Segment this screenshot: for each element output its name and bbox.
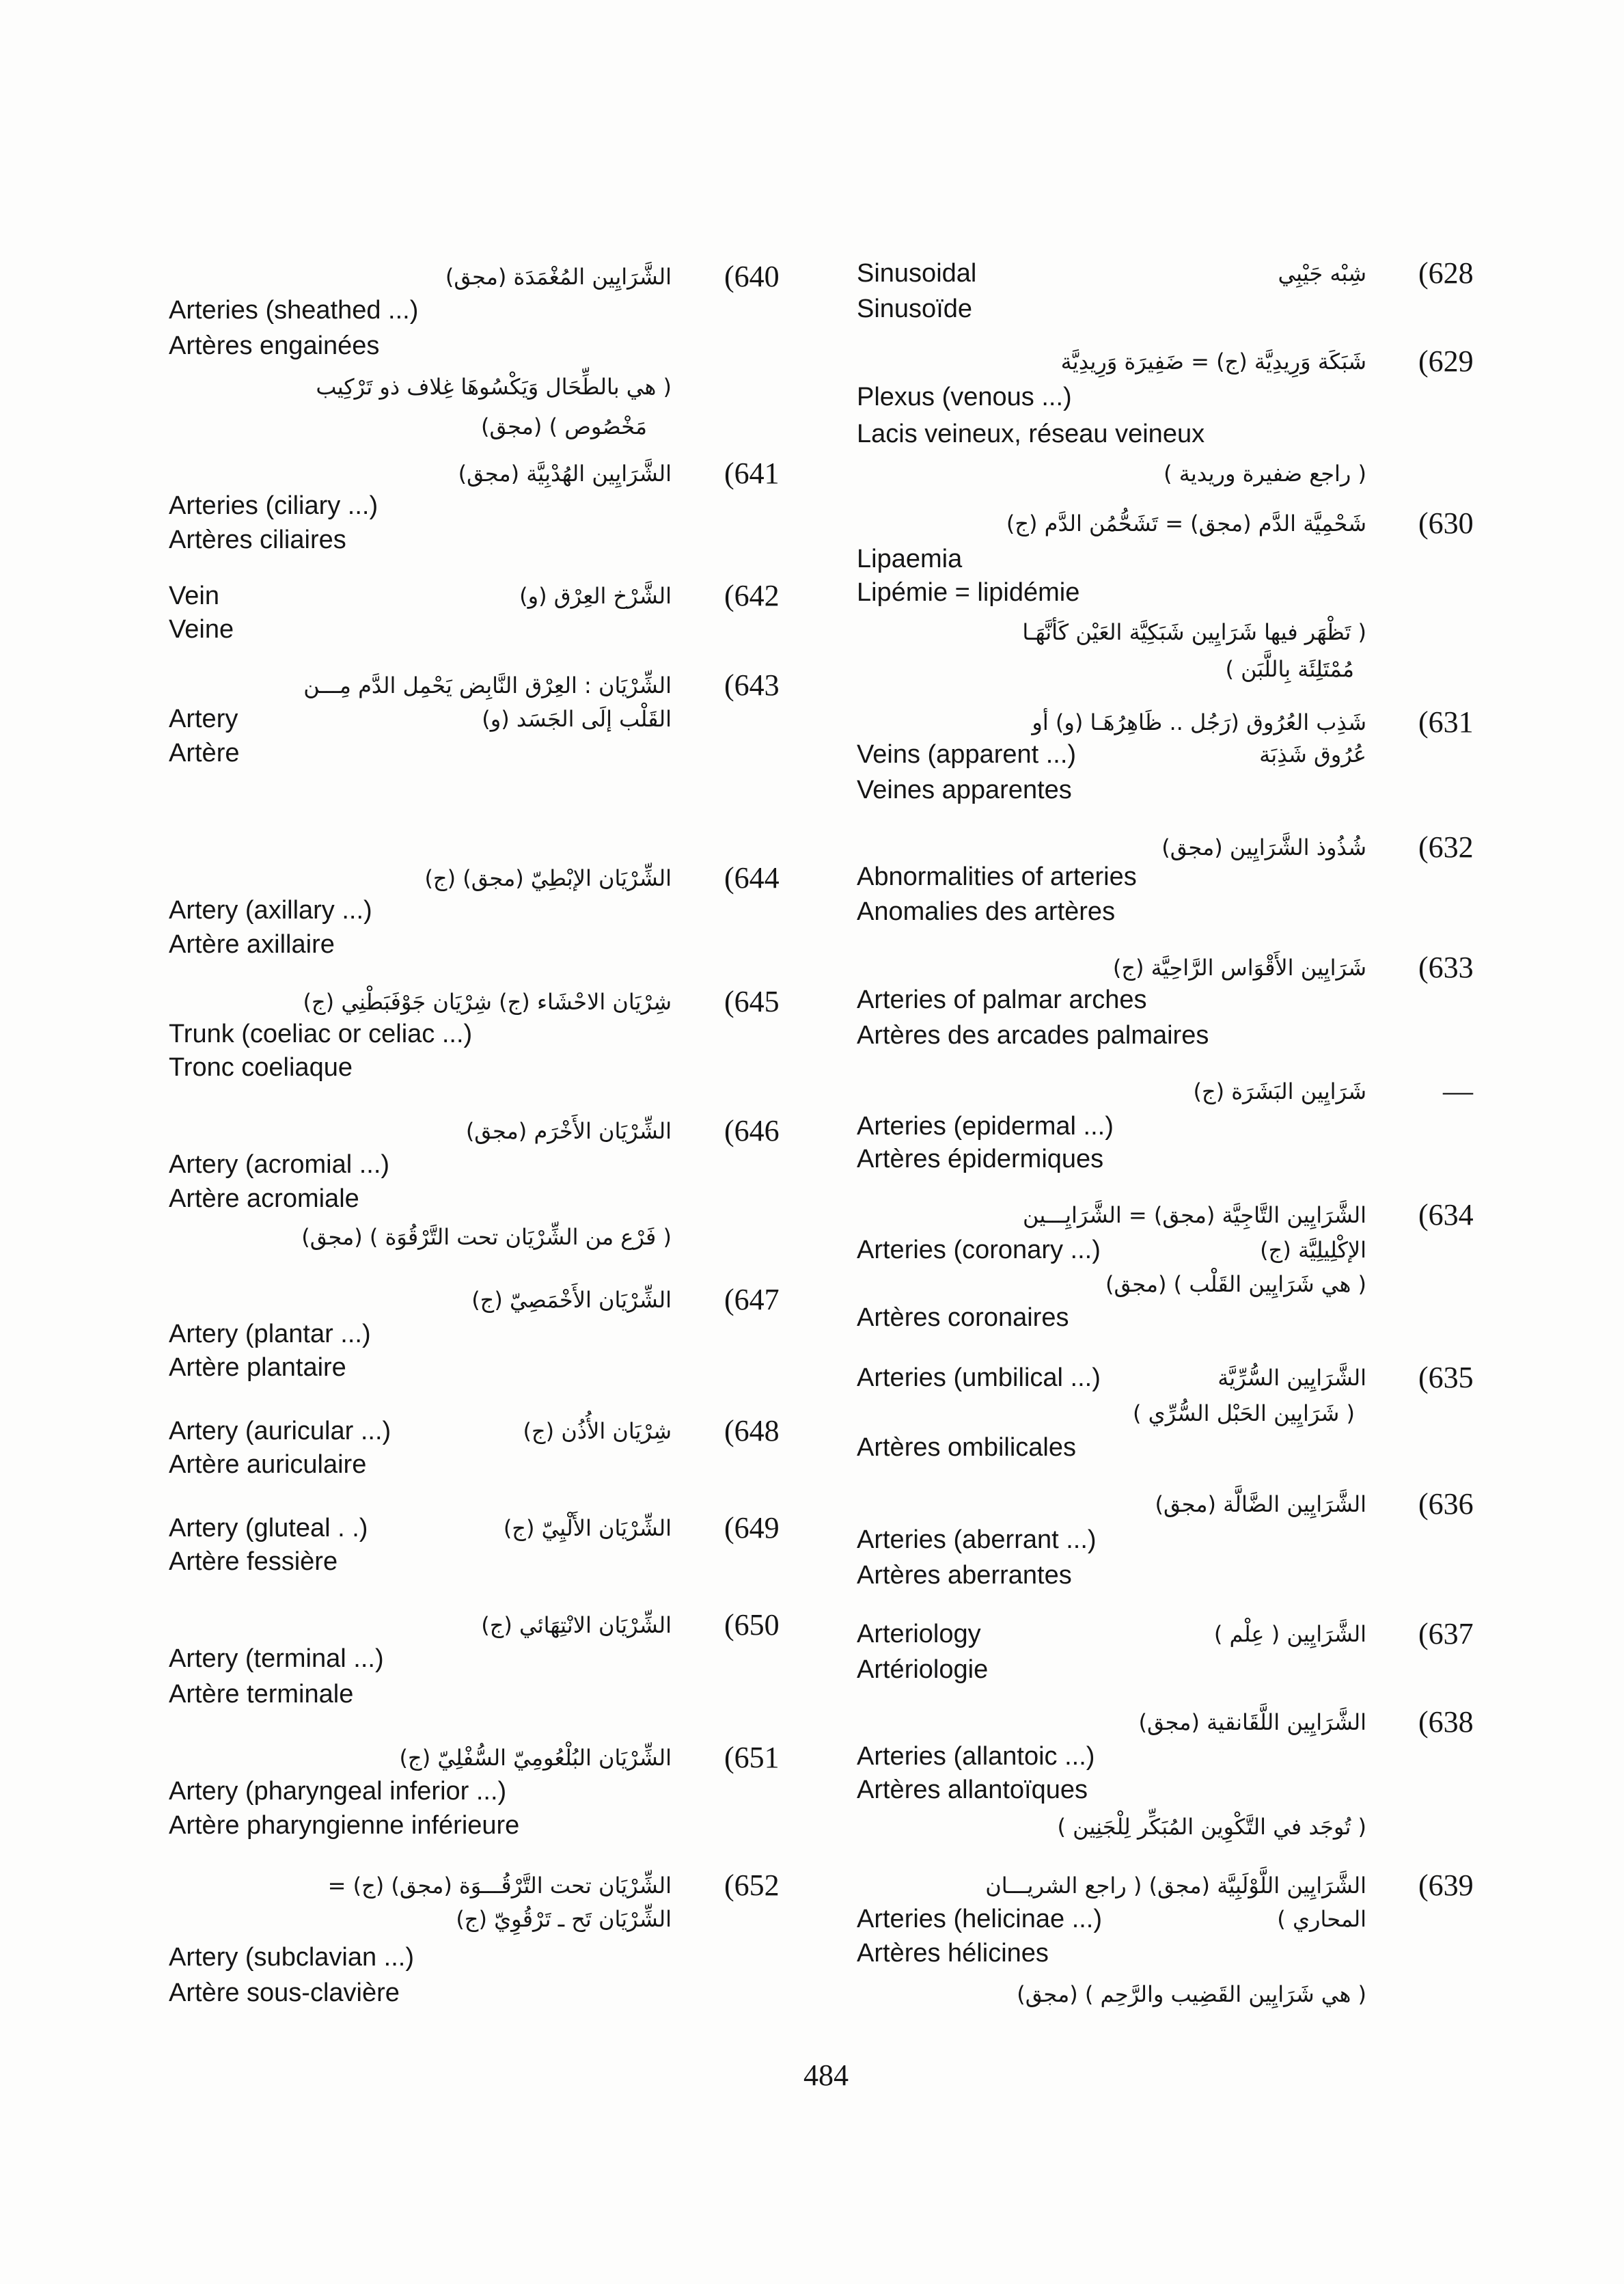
entry-643-arabic-term-continued: القَلْب إلَى الجَسَد (و) xyxy=(482,706,672,732)
entry-652-arabic-term-continued: الشِّرْيَان تَح ـ تَرْقُوِيّ (ج) xyxy=(456,1906,672,1932)
entry-644-french-term: Artère axillaire xyxy=(169,930,335,959)
entry-641-english-term: Arteries (ciliary ...) xyxy=(169,491,379,520)
entry-640-english-term: Arteries (sheathed ...) xyxy=(169,296,419,325)
entry-643-french-term: Artère xyxy=(169,739,240,767)
entry-651-number: (651 xyxy=(724,1741,780,1774)
entry-639-french-term: Artères hélicines xyxy=(857,1939,1049,1968)
entry-636-french-term: Artères aberrantes xyxy=(857,1561,1072,1590)
entry-637-arabic-term: الشَّرَايِين ( عِلْم ) xyxy=(1213,1621,1366,1647)
entry-635-note: ( شَرَايِين الحَبْل السُّرِّي ) xyxy=(1132,1400,1355,1426)
entry-651-english-term: Artery (pharyngeal inferior ...) xyxy=(169,1777,507,1806)
entry-634-french-term: Artères coronaires xyxy=(857,1303,1069,1332)
entry-630-number: (630 xyxy=(1418,506,1474,540)
entry-629-arabic-term: شَبَكَة وَرِيدِيَّة (ج) = ضَفِيرَة وَرِيدِيَّة xyxy=(1060,349,1366,375)
entry-631-arabic-term-continued: عُرُوق شَذِبَة xyxy=(1259,742,1366,767)
entry-652-french-term: Artère sous-clavière xyxy=(169,1979,400,2007)
entry-645-number: (645 xyxy=(724,985,780,1018)
entry-628-arabic-term: شِبْه جَيْبِي xyxy=(1278,260,1366,286)
entry-628-number: (628 xyxy=(1418,256,1474,290)
entry-650-arabic-term: الشِّرْيَان الانْتِهَائي (ج) xyxy=(481,1612,672,1638)
entry-647-french-term: Artère plantaire xyxy=(169,1353,346,1382)
entry-632-number: (632 xyxy=(1418,830,1474,864)
entry-648-french-term: Artère auriculaire xyxy=(169,1450,367,1479)
entry-643-english-term: Artery xyxy=(169,705,238,733)
entry-635-french-term: Artères ombilicales xyxy=(857,1433,1076,1462)
entry-649-number: (649 xyxy=(724,1511,780,1545)
entry-650-english-term: Artery (terminal ...) xyxy=(169,1644,384,1673)
entry-640-note-continued: مَخْصُوص ) (مجق) xyxy=(480,413,647,439)
entry-629-note: ( راجع ضفيرة وريدية ) xyxy=(1164,461,1366,487)
entry-638-note: ( تُوجَد في التَّكْوِين المُبَكِّر لِلْجَنِين ) xyxy=(1057,1814,1366,1840)
entry-642-number: (642 xyxy=(724,579,780,612)
entry-644-arabic-term: الشِّرْيَان الإبْطِيّ (مجق) (ج) xyxy=(424,865,672,891)
entry-640-note: ( هي بالطِّحَال وَيَكْسُوهَا غِلاف ذو تَرْكِيب xyxy=(316,374,672,400)
entry-650-french-term: Artère terminale xyxy=(169,1680,354,1709)
entry-636-number: (636 xyxy=(1418,1487,1474,1521)
entry-646-number: (646 xyxy=(724,1114,780,1147)
entry-649-french-term: Artère fessière xyxy=(169,1547,338,1576)
entry-639-arabic-term-continued: المحاري ) xyxy=(1277,1906,1366,1932)
entry-650-number: (650 xyxy=(724,1608,780,1642)
entry-646-english-term: Artery (acromial ...) xyxy=(169,1150,390,1179)
entry-640-french-term: Artères engainées xyxy=(169,331,380,360)
entry-629-english-term: Plexus (venous ...) xyxy=(857,383,1072,411)
page-number: 484 xyxy=(803,2058,849,2092)
entry-651-arabic-term: الشِّرْيَان البُلْعُومِيّ السُّفْلِيّ (ج) xyxy=(399,1745,672,1771)
entry-638-english-term: Arteries (allantoic ...) xyxy=(857,1742,1095,1771)
entry-647-number: (647 xyxy=(724,1283,780,1316)
entry-642-english-term: Vein xyxy=(169,582,219,610)
entry-630-note-continued: مُمْتَلِئَة بِاللَّبَن ) xyxy=(1225,656,1354,682)
entry-637-french-term: Artériologie xyxy=(857,1655,989,1684)
entry-631-french-term: Veines apparentes xyxy=(857,776,1072,804)
entry-642-arabic-term: الشَّرْخ العِرْق (و) xyxy=(519,583,672,609)
entry-634-arabic-term: الشَّرَايِين التَّاجِيَّة (مجق) = الشَّرَايِـــين xyxy=(1022,1202,1366,1228)
entry-652-english-term: Artery (subclavian ...) xyxy=(169,1943,414,1972)
entry-635-number: (635 xyxy=(1418,1361,1474,1394)
entry-636-arabic-term: الشَّرَايِين الضَّالَّة (مجق) xyxy=(1155,1491,1366,1517)
entry-635-arabic-term: الشَّرَايِين السُّرِّيَّة xyxy=(1217,1365,1366,1391)
entry-646-french-term: Artère acromiale xyxy=(169,1184,359,1213)
entry-631-number: (631 xyxy=(1418,705,1474,739)
entry-638-number: (638 xyxy=(1418,1705,1474,1739)
entry-640-number: (640 xyxy=(724,260,780,293)
entry-630-note: ( تَظْهَر فيها شَرَايِين شَبَكِيَّة العَيْن كَأنَّهَـا xyxy=(1022,619,1366,645)
entry-633-number: (633 xyxy=(1418,951,1474,984)
entry-639-arabic-term: الشَّرَايِين اللَّوْلَبِيَّة (مجق) ( راجع الشريـــان xyxy=(985,1873,1366,1899)
entry-647-english-term: Artery (plantar ...) xyxy=(169,1320,371,1348)
entry-632-english-term: Abnormalities of arteries xyxy=(857,862,1137,891)
entry-641-french-term: Artères ciliaires xyxy=(169,526,346,554)
entry-647-arabic-term: الشِّرْيَان الأَخْمَصِيّ (ج) xyxy=(471,1287,672,1313)
entry-649-english-term: Artery (gluteal . .) xyxy=(169,1514,368,1542)
entry-631-english-term: Veins (apparent ...) xyxy=(857,740,1077,769)
entry-632-french-term: Anomalies des artères xyxy=(857,897,1116,926)
entry-dash-marker: — xyxy=(1443,1074,1473,1108)
entry-642-french-term: Veine xyxy=(169,615,234,644)
entry-640-arabic-term: الشَّرَايِين المُغْمَدَة (مجق) xyxy=(445,264,672,290)
entry-637-english-term: Arteriology xyxy=(857,1620,981,1648)
entry-645-arabic-term: شِرْيَان الاحْشَاء (ج) شِرْيَان جَوْفَبَطْنِي (ج) xyxy=(303,989,672,1015)
entry-645-french-term: Tronc coeliaque xyxy=(169,1053,353,1082)
entry-628-french-term: Sinusoïde xyxy=(857,295,973,323)
entry-652-arabic-term: الشِّرْيَان تحت التَّرْقُـــوَة (مجق) (ج) = xyxy=(327,1873,672,1899)
entry-646-note: ( فَرْع من الشِّرْيَان تحت التَّرْقُوَة ) (مجق) xyxy=(301,1224,672,1250)
entry-648-number: (648 xyxy=(724,1414,780,1447)
entry-638-arabic-term: الشَّرَايِين اللَّقَانقية (مجق) xyxy=(1138,1709,1366,1735)
entry-634-english-term: Arteries (coronary ...) xyxy=(857,1236,1101,1264)
entry-634-note: ( هي شَرَايِين القَلْب ) (مجق) xyxy=(1105,1271,1366,1297)
entry-629-number: (629 xyxy=(1418,344,1474,378)
entry-633-arabic-term: شَرَايِين الأَقْوَاس الرَّاحِيَّة (ج) xyxy=(1112,955,1366,981)
entry-628-english-term: Sinusoidal xyxy=(857,259,977,288)
entry-651-french-term: Artère pharyngienne inférieure xyxy=(169,1811,520,1840)
entry-epidermal-arabic-term: شَرَايِين البَشَرَة (ج) xyxy=(1193,1078,1366,1104)
entry-631-arabic-term: شَذِب العُرُوق (رَجُل .. ظَاهِرُهَـا (و) أو xyxy=(1032,709,1366,735)
entry-641-arabic-term: الشَّرَايِين الهُدْبِيَّة (مجق) xyxy=(458,461,672,487)
entry-649-arabic-term: الشِّرْيَان الأَلْيِيّ (ج) xyxy=(503,1515,672,1541)
entry-639-number: (639 xyxy=(1418,1868,1474,1902)
entry-648-arabic-term: شِرْيَان الأُذُن (ج) xyxy=(523,1418,672,1444)
entry-632-arabic-term: شُذُوذ الشَّرَايِين (مجق) xyxy=(1161,834,1366,860)
entry-646-arabic-term: الشِّرْيَان الأَخْرَم (مجق) xyxy=(465,1118,672,1144)
entry-630-arabic-term: شَحْمِيَّة الدَّم (مجق) = تَشَحُّمُن الدَّم (ج) xyxy=(1006,511,1366,536)
entry-633-french-term: Artères des arcades palmaires xyxy=(857,1021,1209,1050)
entry-641-number: (641 xyxy=(724,457,780,490)
entry-643-number: (643 xyxy=(724,668,780,702)
entry-634-arabic-term-continued: الإكْلِيلِيَّة (ج) xyxy=(1260,1237,1366,1263)
entry-645-english-term: Trunk (coeliac or celiac ...) xyxy=(169,1020,473,1048)
entry-630-english-term: Lipaemia xyxy=(857,545,963,573)
entry-652-number: (652 xyxy=(724,1868,780,1902)
entry-639-note: ( هي شَرَايِين القَضِيب والرَّحِم ) (مجق) xyxy=(1017,1981,1366,2007)
entry-epidermal-english-term: Arteries (epidermal ...) xyxy=(857,1112,1114,1141)
entry-630-french-term: Lipémie = lipidémie xyxy=(857,578,1080,607)
entry-635-english-term: Arteries (umbilical ...) xyxy=(857,1363,1101,1392)
entry-644-english-term: Artery (axillary ...) xyxy=(169,896,372,925)
entry-epidermal-french-term: Artères épidermiques xyxy=(857,1145,1104,1173)
entry-636-english-term: Arteries (aberrant ...) xyxy=(857,1525,1097,1554)
entry-639-english-term: Arteries (helicinae ...) xyxy=(857,1905,1103,1933)
entry-643-arabic-term: الشِّرْيَان : العِرْق النَّابِض يَحْمِل الدَّم مِـــن xyxy=(303,672,672,698)
entry-638-french-term: Artères allantoïques xyxy=(857,1776,1088,1804)
entry-644-number: (644 xyxy=(724,861,780,895)
entry-633-english-term: Arteries of palmar arches xyxy=(857,985,1147,1014)
entry-629-french-term: Lacis veineux, réseau veineux xyxy=(857,420,1205,448)
entry-637-number: (637 xyxy=(1418,1617,1474,1650)
entry-634-number: (634 xyxy=(1418,1198,1474,1232)
entry-648-english-term: Artery (auricular ...) xyxy=(169,1417,391,1445)
